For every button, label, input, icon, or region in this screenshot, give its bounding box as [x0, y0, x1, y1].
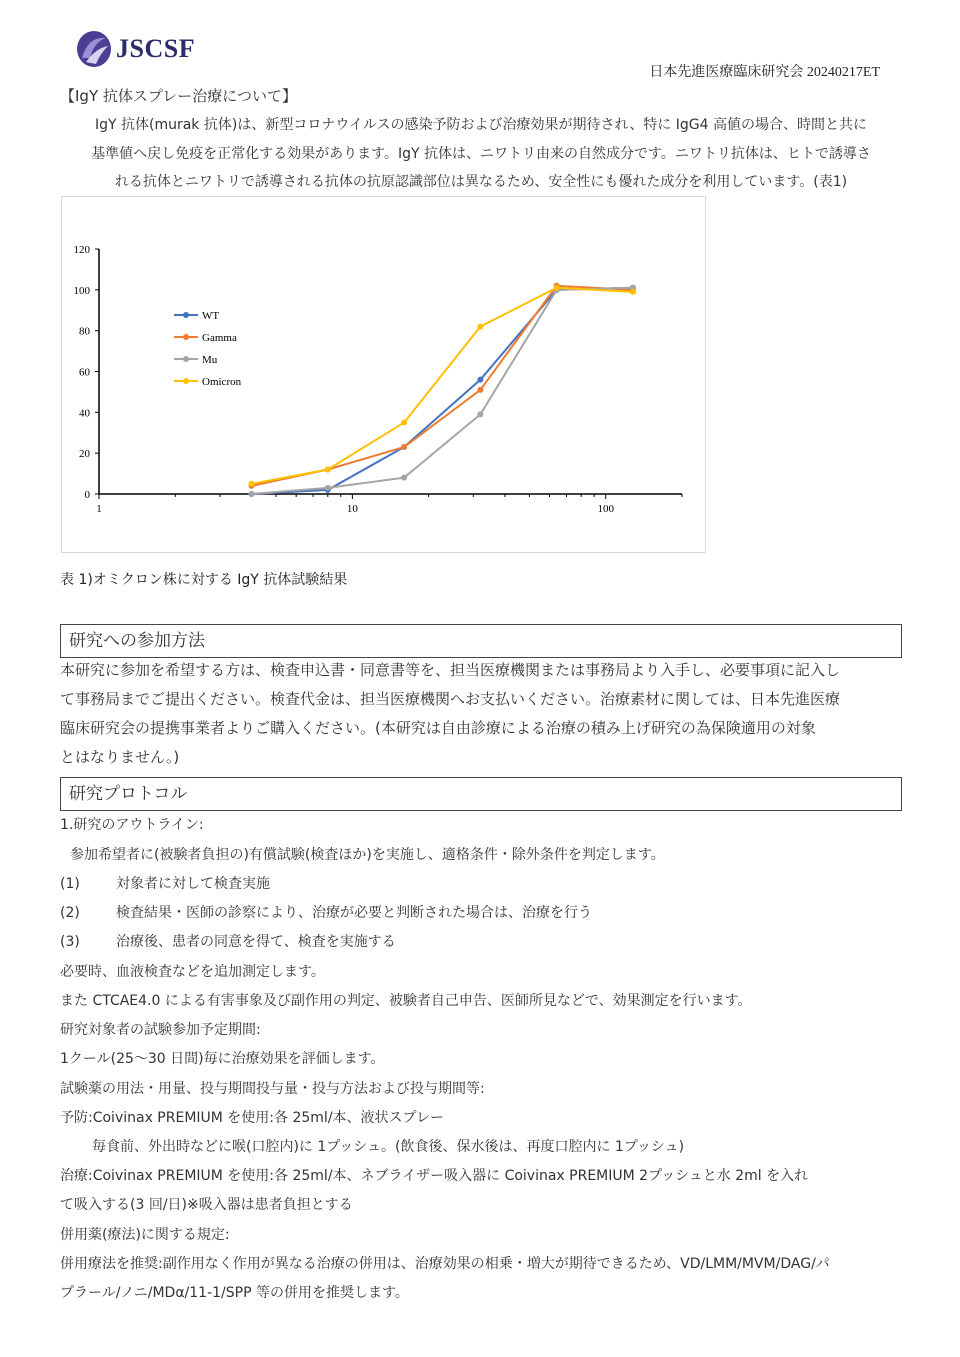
- data-point-omicron: [249, 481, 255, 487]
- outline-label: 1.研究のアウトライン:: [60, 817, 204, 833]
- data-point-mu: [325, 485, 331, 491]
- y-tick-label: 100: [73, 284, 90, 297]
- legend-label: Omicron: [202, 376, 242, 388]
- legend-label: WT: [202, 310, 220, 322]
- participation-line: 本研究に参加を希望する方は、検査申込書・同意書等を、担当医療機関または事務局より入手し、必要事項に記入し: [60, 661, 841, 679]
- section-title-participation: 研究への参加方法: [60, 624, 902, 658]
- protocol-step: [60, 873, 270, 893]
- section-heading-igy: 【IgY 抗体スプレー治療について】: [60, 87, 297, 105]
- logo-swirl-icon: [74, 28, 114, 70]
- data-point-omicron: [401, 420, 407, 426]
- step-number: (2): [60, 905, 80, 921]
- x-tick-label: 100: [597, 503, 614, 515]
- line-chart: [62, 197, 705, 552]
- data-point-gamma: [477, 387, 483, 393]
- y-tick-label: 80: [79, 325, 90, 338]
- intro-line: IgY 抗体(murak 抗体)は、新型コロナウイルスの感染予防および治療効果が期待され、特に IgG4 高値の場合、時間と共に: [94, 117, 867, 133]
- treatment-line: て吸入する(3 回/日)※吸入器は患者負担とする: [60, 1197, 353, 1213]
- prevention-detail: 毎食前、外出時などに喉(口腔内)に 1プッシュ。(飲食後、保水後は、再度口腔内に 1プッシュ): [92, 1139, 685, 1155]
- legend-swatch-marker: [183, 378, 189, 384]
- series-line-mu: [252, 288, 633, 494]
- protocol-step: [60, 902, 592, 922]
- intro-line: れる抗体とニワトリで誘導される抗体の抗原認識部位は異なるため、安全性にも優れた成分を利用しています。(表1): [114, 174, 848, 190]
- participation-line: 臨床研究会の提携事業者よりご購入ください。(本研究は自由診療による治療の積み上げ研究の為保険適用の対象: [60, 719, 816, 737]
- treatment-line: 治療:Coivinax PREMIUM を使用:各 25ml/本、ネブライザー吸入器に Coivinax PREMIUM 2プッシュと水 2ml を入れ: [60, 1168, 809, 1184]
- usage-label: 試験薬の用法・用量、投与期間投与量・投与方法および投与期間等:: [60, 1081, 485, 1097]
- data-point-mu: [401, 475, 407, 481]
- legend-label: Mu: [202, 354, 218, 366]
- series-line-omicron: [252, 288, 633, 484]
- prevention-line: 予防:Coivinax PREMIUM を使用:各 25ml/本、液状スプレー: [60, 1110, 444, 1126]
- ctcae-line: また CTCAE4.0 による有害事象及び副作用の判定、被験者自己申告、医師所見などで、効果測定を行います。: [60, 993, 752, 1009]
- legend-swatch-marker: [183, 312, 189, 318]
- logo: [74, 28, 214, 72]
- legend-label: Gamma: [202, 332, 237, 344]
- concomitant-label: 併用薬(療法)に関する規定:: [60, 1227, 230, 1243]
- y-tick-label: 40: [79, 407, 90, 420]
- legend-swatch-marker: [183, 356, 189, 362]
- protocol-step: [60, 931, 396, 951]
- data-point-omicron: [325, 467, 331, 473]
- outline-intro: 参加希望者に(被験者負担の)有償試験(検査ほか)を実施し、適格条件・除外条件を判定します。: [70, 847, 665, 863]
- data-point-gamma: [401, 444, 407, 450]
- blood-test-line: 必要時、血液検査などを追加測定します。: [60, 964, 325, 980]
- data-point-mu: [249, 491, 255, 497]
- y-tick-label: 60: [79, 366, 90, 379]
- intro-line: 基準値へ戻し免疫を正常化する効果があります。IgY 抗体は、ニワトリ由来の自然成分です。ニワトリ抗体は、ヒトで誘導さ: [91, 146, 871, 162]
- period-label: 研究対象者の試験参加予定期間:: [60, 1022, 261, 1038]
- data-point-omicron: [477, 324, 483, 330]
- legend-swatch-marker: [183, 334, 189, 340]
- step-text: 検査結果・医師の診察により、治療が必要と判断された場合は、治療を行う: [116, 905, 592, 921]
- data-point-omicron: [630, 289, 636, 295]
- data-point-omicron: [554, 285, 560, 291]
- concomitant-line: 併用療法を推奨:副作用なく作用が異なる治療の併用は、治療効果の相乗・増大が期待できるため、VD/LMM/MVM/DAG/パ: [60, 1256, 830, 1272]
- y-tick-label: 20: [79, 448, 90, 461]
- series-line-gamma: [252, 286, 633, 486]
- organization-label: 日本先進医療臨床研究会 20240217ET: [649, 65, 880, 80]
- step-number: (1): [60, 876, 80, 892]
- data-point-wt: [477, 377, 483, 383]
- section-title-protocol: 研究プロトコル: [60, 777, 902, 811]
- period-text: 1クール(25～30 日間)毎に治療効果を評価します。: [60, 1051, 385, 1067]
- figure-caption: 表 1)オミクロン株に対する IgY 抗体試験結果: [60, 572, 348, 588]
- x-tick-label: 10: [346, 503, 358, 515]
- y-tick-label: 120: [73, 244, 90, 256]
- concomitant-line: プラール/ノニ/MDα/11-1/SPP 等の併用を推奨します。: [60, 1285, 409, 1301]
- step-text: 対象者に対して検査実施: [116, 876, 270, 892]
- y-tick-label: 0: [84, 489, 90, 501]
- series-line-wt: [252, 288, 633, 494]
- participation-line: とはなりません。): [60, 748, 180, 766]
- step-text: 治療後、患者の同意を得て、検査を実施する: [116, 934, 396, 950]
- step-number: (3): [60, 934, 80, 950]
- x-tick-label: 1: [96, 503, 102, 515]
- participation-line: て事務局までご提出ください。検査代金は、担当医療機関へお支払いください。治療素材に関しては、日本先進医療: [60, 690, 841, 708]
- chart-figure: [61, 196, 706, 553]
- data-point-mu: [477, 411, 483, 417]
- logo-text: JSCSF: [116, 34, 196, 63]
